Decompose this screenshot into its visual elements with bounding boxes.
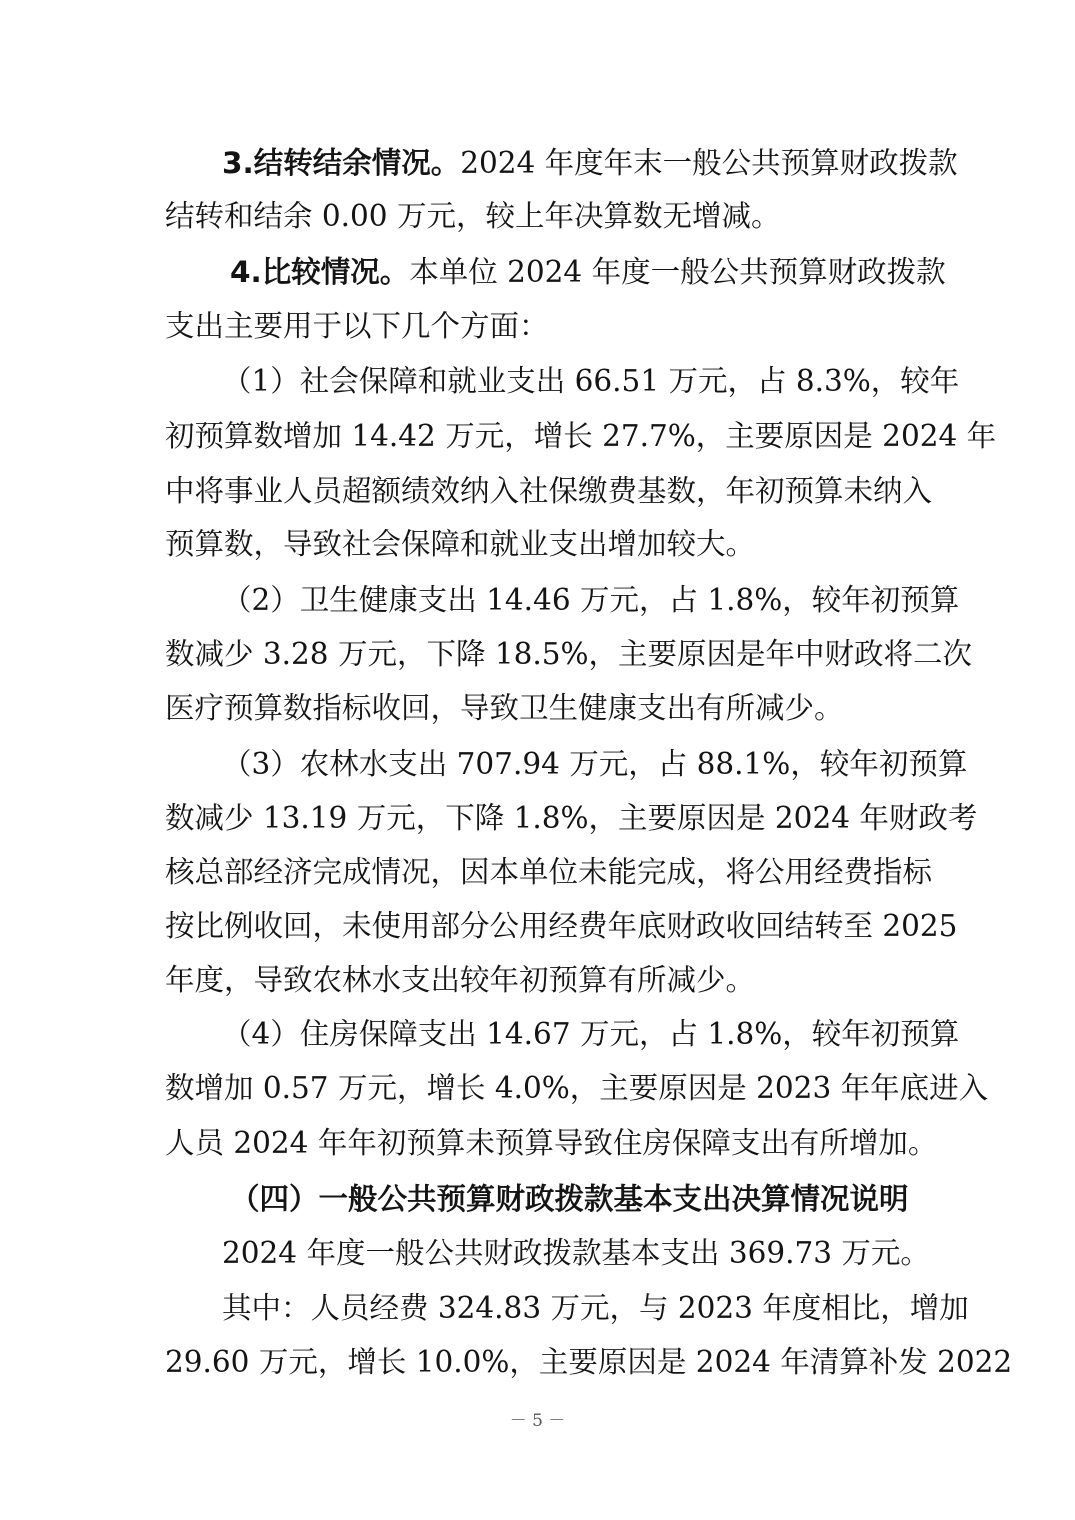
section-heading-four: （四）一般公共预算财政拨款基本支出决算情况说明 bbox=[230, 1182, 909, 1216]
item3-line3: 核总部经济完成情况，因本单位未能完成，将公用经费指标 bbox=[165, 855, 933, 889]
item4-line2: 数增加 0.57 万元，增长 4.0%，主要原因是 2023 年年底进入 bbox=[165, 1071, 989, 1105]
item3-line4: 按比例收回，未使用部分公用经费年底财政收回结转至 2025 bbox=[165, 909, 958, 943]
section3-line2: 结转和结余 0.00 万元，较上年决算数无增减。 bbox=[165, 199, 781, 233]
basic-line1: 2024 年度一般公共财政拨款基本支出 369.73 万元。 bbox=[222, 1236, 930, 1270]
item1-line3: 中将事业人员超额绩效纳入社保缴费基数，年初预算未纳入 bbox=[165, 474, 933, 508]
item1-line4: 预算数，导致社会保障和就业支出增加较大。 bbox=[165, 527, 756, 561]
section4-line2: 支出主要用于以下几个方面： bbox=[165, 309, 549, 343]
item2-line2: 数减少 3.28 万元，下降 18.5%，主要原因是年中财政将二次 bbox=[165, 637, 973, 671]
item2-line1: （2）卫生健康支出 14.46 万元，占 1.8%，较年初预算 bbox=[222, 583, 960, 617]
section4-text: 本单位 2024 年度一般公共预算财政拨款 bbox=[409, 255, 946, 289]
basic-line2: 其中：人员经费 324.83 万元，与 2023 年度相比，增加 bbox=[222, 1291, 969, 1325]
section3-line1 bbox=[222, 140, 958, 186]
page-number: － 5 － bbox=[509, 1411, 566, 1431]
item3-line1: （3）农林水支出 707.94 万元，占 88.1%，较年初预算 bbox=[222, 747, 968, 781]
item3-line2: 数减少 13.19 万元，下降 1.8%，主要原因是 2024 年财政考 bbox=[165, 801, 978, 835]
item3-line5: 年度，导致农林水支出较年初预算有所减少。 bbox=[165, 963, 756, 997]
section3-text: 2024 年度年末一般公共预算财政拨款 bbox=[460, 146, 958, 180]
item1-line1: （1）社会保障和就业支出 66.51 万元，占 8.3%，较年 bbox=[222, 364, 960, 398]
section3-label: 3.结转结余情况。 bbox=[222, 146, 461, 180]
section4-label: 4.比较情况。 bbox=[230, 255, 410, 289]
item4-line1: （4）住房保障支出 14.67 万元，占 1.8%，较年初预算 bbox=[222, 1017, 960, 1051]
item4-line3: 人员 2024 年年初预算未预算导致住房保障支出有所增加。 bbox=[165, 1126, 938, 1160]
basic-line3: 29.60 万元，增长 10.0%，主要原因是 2024 年清算补发 2022 bbox=[165, 1345, 1013, 1379]
item2-line3: 医疗预算数指标收回，导致卫生健康支出有所减少。 bbox=[165, 691, 844, 725]
item1-line2: 初预算数增加 14.42 万元，增长 27.7%，主要原因是 2024 年 bbox=[165, 419, 997, 453]
section4-line1 bbox=[230, 249, 946, 295]
